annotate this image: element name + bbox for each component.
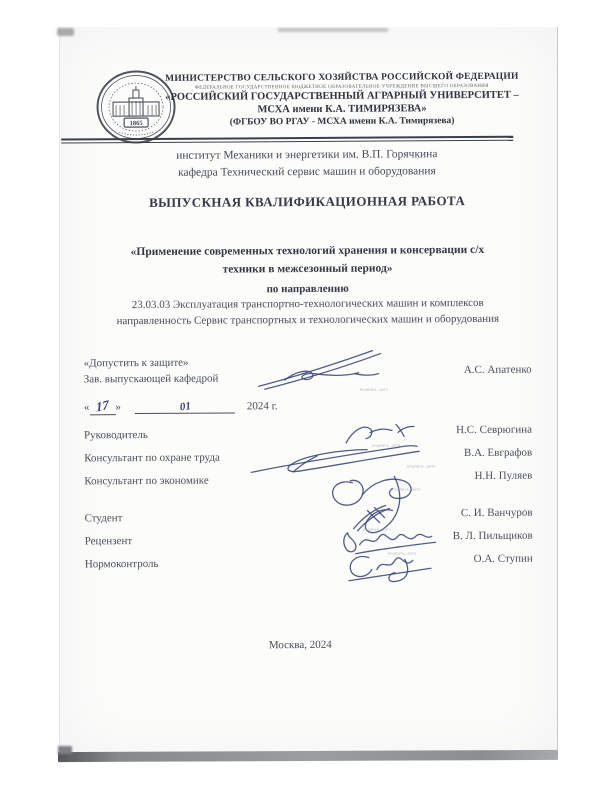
safety-consultant-name: В.А. Евграфов	[463, 446, 533, 460]
signature-caption: подпись, дата	[387, 550, 417, 556]
date-year: 2024 г.	[246, 400, 278, 413]
thesis-topic	[59, 240, 556, 279]
head-of-department-name: А.С. Апатенко	[463, 363, 532, 377]
profile-line: направленность Сервис транспортных и технологических машин и оборудования	[116, 312, 500, 328]
reviewer-label: Рецензент	[84, 535, 133, 548]
letterhead	[162, 72, 522, 130]
student-name: С. И. Ванчуров	[460, 506, 533, 520]
supervisor-name: Н.С. Севрюгина	[456, 423, 533, 437]
direction-code-line: 23.03.03 Эксплуатация транспортно-технологических машин и комплексов	[131, 296, 484, 312]
date-quote-open: «	[83, 401, 90, 414]
seal-year: 1865	[129, 120, 143, 128]
thesis-topic-line2: техники в межсезонный период»	[222, 262, 393, 276]
economics-consultant-label: Консультант по экономике	[84, 474, 209, 488]
safety-consultant-label: Консультант по охране труда	[84, 451, 220, 465]
supervisor-label: Руководитель	[84, 428, 148, 442]
thesis-topic-line1: «Применение современных технологий хранения и консервации с/х	[130, 243, 485, 259]
seal-year-banner	[124, 118, 148, 127]
signature-caption: подпись, дата	[372, 442, 401, 448]
reviewer-name: В. Л. Пильщиков	[452, 529, 533, 543]
building-icon	[113, 86, 159, 116]
signature-caption: подпись, дата	[407, 463, 436, 469]
ministry-line: МИНИСТЕРСТВО СЕЛЬСКОГО ХОЗЯЙСТВА РОССИЙСКОЙ ФЕДЕРАЦИИ	[165, 71, 519, 84]
date-month-field	[135, 400, 235, 414]
work-type-title: ВЫПУСКНАЯ КВАЛИФИКАЦИОННАЯ РАБОТА	[149, 193, 466, 210]
handwritten-month: 01	[178, 400, 191, 414]
signature-caption: подпись, дата	[359, 386, 389, 392]
norm-control-label: Нормоконтроль	[84, 557, 159, 571]
permit-to-defense-label: «Допустить к защите»	[83, 356, 189, 370]
signature-norm-control	[343, 547, 435, 586]
university-name-line1: «РОССИЙСКИЙ ГОСУДАРСТВЕННЫЙ АГРАРНЫЙ УНИВЕРСИТЕТ –	[165, 89, 519, 103]
handwritten-day: 17	[95, 396, 110, 415]
city-year-line: Москва, 2024	[268, 638, 332, 652]
direction-label: по направлению	[266, 282, 349, 296]
student-label: Студент	[84, 512, 123, 525]
economics-consultant-name: Н.Н. Пуляев	[474, 469, 533, 482]
scan-bottom-edge	[58, 750, 558, 762]
norm-control-name: О.А. Ступин	[473, 552, 533, 565]
scan-smudge	[278, 28, 388, 32]
date-quote-close: »	[115, 401, 121, 414]
approval-date	[84, 397, 278, 415]
founding-line: ФЕДЕРАЛЬНОЕ ГОСУДАРСТВЕННОЕ БЮДЖЕТНОЕ ОБРАЗОВАТЕЛЬНОЕ УЧРЕЖДЕНИЕ ВЫСШЕГО ОБРАЗОВАНИЯ	[194, 83, 489, 91]
university-abbreviation: (ФГБОУ ВО РГАУ - МСХА имени К.А. Тимирязева)	[229, 116, 455, 128]
university-name-line2: МСХА имени К.А. ТИМИРЯЗЕВА»	[257, 102, 427, 115]
date-day-field	[89, 398, 115, 415]
department-line: кафедра Технический сервис машин и оборудования	[178, 165, 436, 179]
scan-corner-shadow	[58, 746, 72, 754]
signature-caption: подпись, дата	[392, 486, 421, 492]
head-of-department-label: Зав. выпускающей кафедрой	[83, 372, 219, 386]
institute-line: институт Механики и энергетики им. В.П. Горячкина	[176, 148, 438, 162]
signature-caption: подпись, дата	[362, 526, 392, 532]
page-content	[58, 25, 559, 757]
document-page	[59, 27, 558, 756]
scan-smudge	[57, 28, 74, 36]
